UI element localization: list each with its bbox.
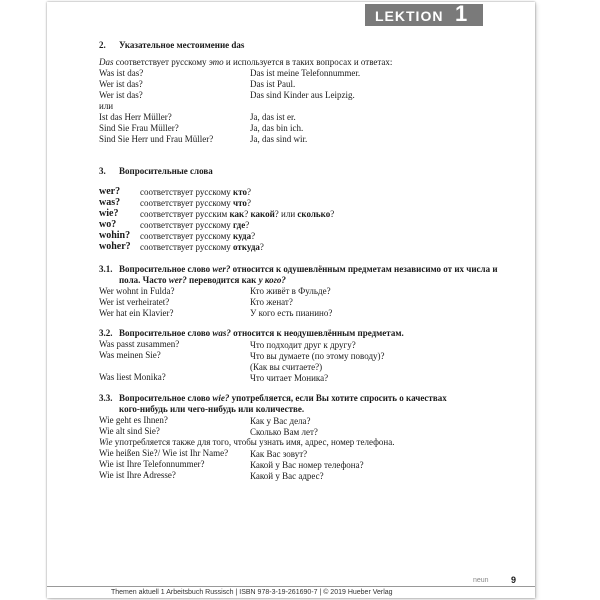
example-question: Wer hat ein Klavier?: [99, 308, 174, 318]
example-question: Sind Sie Herr und Frau Müller?: [99, 134, 214, 144]
example-question: Wie heißen Sie?/ Wie ist Ihr Name?: [99, 448, 229, 458]
section-3-2-title: Вопросительное слово was? относится к неодушевлённым предметам.: [119, 328, 404, 338]
example-question: Wie geht es Ihnen?: [99, 415, 168, 425]
section-3-3-number: 3.3.: [99, 393, 113, 403]
example-translation: (Как вы считаете?): [250, 362, 323, 372]
example-translation: Какой у Вас номер телефона?: [250, 460, 364, 470]
example-answer: Ja, das sind wir.: [250, 134, 308, 144]
document-page: [47, 2, 535, 598]
example-question: Wie alt sind Sie?: [99, 426, 160, 436]
example-translation: Что вы думаете (по этому поводу)?: [250, 351, 385, 361]
example-translation: Кто живёт в Фульде?: [250, 286, 331, 296]
question-word: wer?: [99, 186, 121, 197]
example-answer: Das sind Kinder aus Leipzig.: [250, 90, 355, 100]
example-question: Wer wohnt in Fulda?: [99, 286, 175, 296]
example-translation: Сколько Вам лет?: [250, 427, 318, 437]
section-3-3-title-cont: кого-нибудь или чего-нибудь или количестве.: [119, 404, 305, 414]
section-3-3-title: Вопросительное слово wie? употребляется, если Вы хотите спросить о качествах: [119, 393, 447, 403]
question-word: wo?: [99, 219, 117, 230]
example-question: Wie ist Ihre Telefonnummer?: [99, 459, 205, 469]
section-3-number: 3.: [99, 166, 106, 176]
example-question: Was meinen Sie?: [99, 350, 161, 360]
example-translation: Кто женат?: [250, 297, 293, 307]
example-question: Wer ist das?: [99, 90, 143, 100]
example-translation: Что читает Моника?: [250, 373, 329, 383]
section-3-1-number: 3.1.: [99, 264, 113, 274]
section-3-2-number: 3.2.: [99, 328, 113, 338]
footer-divider: [47, 586, 535, 587]
question-word: wie?: [99, 208, 119, 219]
example-translation: Как у Вас дела?: [250, 416, 311, 426]
lektion-number: 1: [455, 2, 468, 26]
example-question: Wer ist verheiratet?: [99, 297, 170, 307]
question-word-meaning: соответствует русскому куда?: [140, 231, 256, 241]
section-2-number: 2.: [99, 40, 106, 50]
example-answer: Das ist Paul.: [250, 79, 296, 89]
question-word-meaning: соответствует русскому откуда?: [140, 242, 264, 252]
example-translation: Что подходит друг к другу?: [250, 340, 356, 350]
example-question: Wie ist Ihre Adresse?: [99, 470, 176, 480]
question-word-meaning: соответствует русскому где?: [140, 220, 250, 230]
page-number: 9: [511, 575, 517, 585]
question-word-meaning: соответствует русскому кто?: [140, 187, 252, 197]
example-question: Was passt zusammen?: [99, 339, 180, 349]
section-3-title: Вопросительные слова: [119, 166, 213, 176]
oder-label: или: [99, 101, 114, 111]
example-translation: Как Вас зовут?: [250, 449, 308, 459]
question-word-meaning: соответствует русским как? какой? или сколько?: [140, 209, 335, 219]
example-question: Was ist das?: [99, 68, 144, 78]
lektion-label: LEKTION: [375, 8, 444, 24]
example-answer: Das ist meine Telefonnummer.: [250, 68, 361, 78]
example-question: Was liest Monika?: [99, 372, 166, 382]
section-3-3-note: Wie употребляется также для того, чтобы узнать имя, адрес, номер телефона.: [99, 437, 395, 447]
section-2-title: Указательное местоимение das: [119, 40, 245, 50]
footer-imprint: Themen aktuell 1 Arbeitsbuch Russisch | ISBN 978-3-19-261690-7 | © 2019 Hueber Verlag: [111, 589, 393, 596]
example-answer: Ja, das ist er.: [250, 112, 296, 122]
question-word: was?: [99, 197, 121, 208]
section-3-1-title: Вопросительное слово wer? относится к одушевлённым предметам независимо от их числа и: [119, 264, 498, 274]
question-word: woher?: [99, 241, 131, 252]
example-answer: Ja, das bin ich.: [250, 123, 304, 133]
example-question: Sind Sie Frau Müller?: [99, 123, 179, 133]
question-word-meaning: соответствует русскому что?: [140, 198, 251, 208]
page-number-word: neun: [473, 577, 489, 584]
example-translation: Какой у Вас адрес?: [250, 471, 324, 481]
section-3-1-title-cont: пола. Часто wer? переводится как у кого?: [119, 275, 286, 285]
example-question: Wer ist das?: [99, 79, 143, 89]
lektion-header: [365, 4, 483, 26]
example-translation: У кого есть пианино?: [250, 308, 333, 318]
question-word: wohin?: [99, 230, 131, 241]
section-2-intro: Das соответствует русскому это и используется в таких вопросах и ответах:: [99, 57, 393, 67]
example-question: Ist das Herr Müller?: [99, 112, 172, 122]
